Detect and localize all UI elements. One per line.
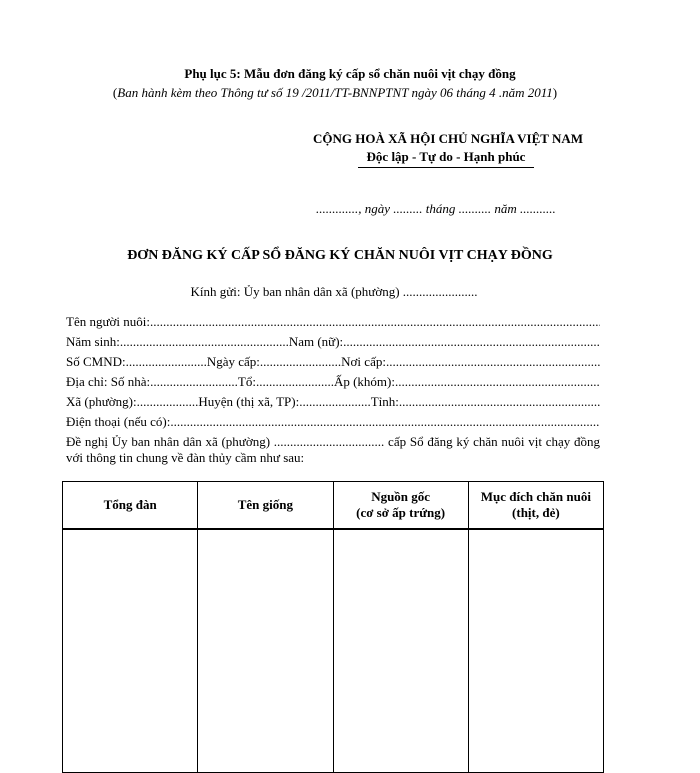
phone-label: Điện thoại (nếu có):	[66, 414, 171, 429]
address-blank[interactable]: ...........................	[150, 374, 238, 389]
field-row-birth-sex	[66, 334, 600, 350]
header-origin-text: Nguồn gốc	[371, 489, 431, 504]
birth-year-label: Năm sinh:	[66, 334, 120, 349]
field-row-address	[66, 374, 600, 390]
header-purpose-text: Mục đích chăn nuôi	[480, 489, 591, 504]
header-breed-text: Tên giống	[237, 497, 293, 512]
sex-label: Nam (nữ):	[288, 334, 344, 349]
owner-name-label: Tên người nuôi:	[66, 314, 150, 329]
hamlet-blank[interactable]	[395, 374, 600, 390]
address-label: Địa chỉ: Số nhà:	[66, 374, 151, 389]
group-blank[interactable]: ........................	[255, 374, 334, 389]
addressee-line: Kính gửi: Ủy ban nhân dân xã (phường) .......................	[190, 284, 478, 299]
issue-place-blank[interactable]	[386, 354, 600, 370]
appendix-subtitle	[0, 85, 670, 101]
header-purpose	[468, 482, 603, 530]
header-total-herd	[63, 482, 198, 530]
herd-info-table	[62, 481, 604, 773]
appendix-sub-close: )	[552, 85, 558, 100]
motto-underline	[358, 167, 534, 168]
issue-date-blank[interactable]: .........................	[259, 354, 342, 369]
group-label: Tổ:	[237, 374, 256, 389]
cell-breed[interactable]	[198, 529, 333, 773]
request-paragraph: Đề nghị Ủy ban nhân dân xã (phường) .................................. cấp Sổ đăng ký chăn nuôi vịt chạy đồng với thông tin chung về đàn thủy cầm như sau:	[66, 434, 600, 465]
header-breed	[198, 482, 333, 530]
nation-name: CỘNG HOÀ XÃ HỘI CHỦ NGHĨA VIỆT NAM	[312, 131, 584, 146]
owner-name-blank[interactable]	[150, 314, 600, 330]
table-header-row	[63, 482, 604, 530]
header-purpose-sub: (thịt, đẻ)	[512, 505, 560, 520]
district-blank[interactable]: ......................	[299, 394, 371, 409]
motto: Độc lập - Tự do - Hạnh phúc	[366, 149, 526, 164]
header-origin-sub: (cơ sở ấp trứng)	[356, 505, 446, 520]
cell-purpose[interactable]	[468, 529, 603, 773]
field-row-locality	[66, 394, 600, 410]
appendix-sub-open: (	[112, 85, 118, 100]
district-label: Huyện (thị xã, TP):	[198, 394, 300, 409]
birth-year-blank[interactable]: ....................................................	[119, 334, 289, 349]
commune-blank[interactable]: ...................	[136, 394, 199, 409]
field-row-phone	[66, 414, 600, 430]
id-number-label: Số CMND:	[66, 354, 126, 369]
hamlet-label: Ấp (khóm):	[333, 374, 395, 389]
id-number-blank[interactable]: .........................	[125, 354, 207, 369]
appendix-title: Phụ lục 5: Mẫu đơn đăng ký cấp sổ chăn nuôi vịt chạy đồng	[184, 66, 516, 81]
appendix-sub-text: Ban hành kèm theo Thông tư số 19 /2011/TT-BNNPTNT ngày 06 tháng 4 .năm 2011	[117, 85, 553, 100]
province-label: Tỉnh:	[370, 394, 399, 409]
header-origin	[333, 482, 468, 530]
table-row	[63, 529, 604, 773]
cell-total-herd[interactable]	[63, 529, 198, 773]
sex-blank[interactable]	[343, 334, 600, 350]
issue-place-label: Nơi cấp:	[341, 354, 386, 369]
field-row-id	[66, 354, 600, 370]
phone-blank[interactable]	[170, 414, 600, 430]
form-title: ĐƠN ĐĂNG KÝ CẤP SỔ ĐĂNG KÝ CHĂN NUÔI VỊT CHẠY ĐỒNG	[127, 248, 553, 263]
province-blank[interactable]	[399, 394, 600, 410]
date-line: ............., ngày ......... tháng .......... năm ...........	[316, 201, 556, 216]
issue-date-label: Ngày cấp:	[206, 354, 260, 369]
commune-label: Xã (phường):	[66, 394, 137, 409]
cell-origin[interactable]	[333, 529, 468, 773]
header-total-herd-text: Tổng đàn	[103, 497, 157, 512]
field-row-owner-name	[66, 314, 600, 330]
